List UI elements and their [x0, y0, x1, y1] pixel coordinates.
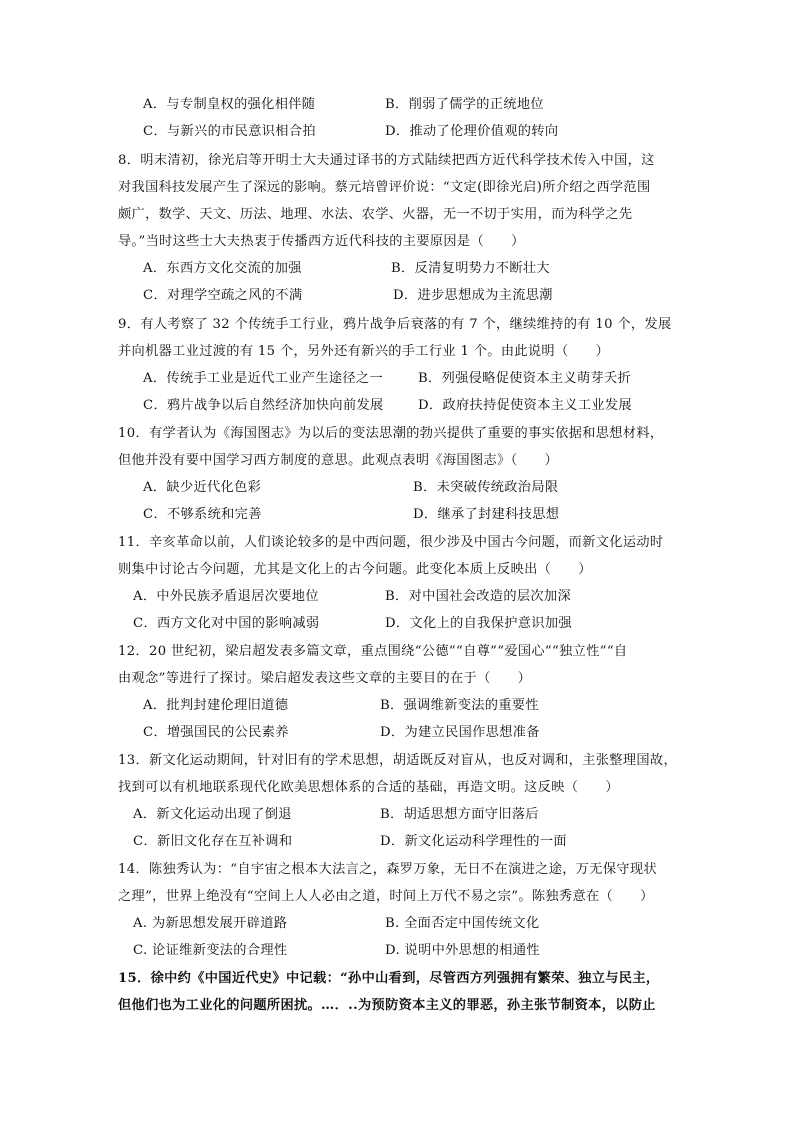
q9-option-a: A．传统手工业是近代工业产生途径之一: [143, 371, 384, 386]
q12-option-d: D．为建立民国作思想准备: [380, 725, 540, 740]
q7-option-c: C．与新兴的市民意识相合拍: [143, 124, 316, 139]
q13-option-a: A．新文化运动出现了倒退: [133, 807, 292, 822]
q11-option-a: A．中外民族矛盾退居次要地位: [133, 589, 319, 604]
q8-option-d: D．进步思想成为主流思潮: [393, 288, 553, 303]
q8-stem-line-1: 8．明末清初，徐光启等开明士大夫通过译书的方式陆续把西方近代科学技术传入中国，这: [118, 153, 655, 168]
q10-option-b: B．未突破传统政治局限: [413, 480, 559, 495]
q9-stem-line-2: 并向机器工业过渡的有 15 个，另外还有新兴的手工行业 1 个。由此说明（ ）: [118, 344, 610, 359]
q15-stem-line-1: 15．徐中约《中国近代史》中记载：“孙中山看到，尽管西方列强拥有繁荣、独立与民主，: [118, 971, 660, 986]
q12-option-c: C．增强国民的公民素养: [143, 725, 289, 740]
q11-option-d: D．文化上的自我保护意识加强: [385, 616, 572, 631]
q8-stem-line-4: 导。”当时这些士大夫热衷于传播西方近代科技的主要原因是（ ）: [118, 234, 525, 249]
q15-stem-line-2: 但他们也为工业化的问题所困扰。…．..为预防资本主义的罪恶，孙主张节制资本，以防止: [118, 998, 656, 1013]
q8-option-b: B．反清复明势力不断壮大: [391, 261, 550, 276]
q10-stem-line-2: 但他并没有要中国学习西方制度的意思。此观点表明《海国图志》（ ）: [118, 453, 559, 468]
q12-option-b: B．强调维新变法的重要性: [380, 698, 539, 713]
q11-stem-line-2: 则集中讨论古今问题，尤其是文化上的古今问题。此变化本质上反映出（ ）: [118, 562, 592, 577]
q13-option-b: B．胡适思想方面守旧落后: [380, 807, 539, 822]
q13-stem-line-2: 找到可以有机地联系现代化欧美思想体系的合适的基础，再造文明。这反映（ ）: [118, 780, 619, 795]
q10-stem-line-1: 10．有学者认为《海国图志》为以后的变法思潮的勃兴提供了重要的事实依据和思想材料，: [118, 426, 664, 441]
q12-stem-line-2: 由观念”等进行了探讨。梁启超发表这些文章的主要目的在于（ ）: [118, 671, 532, 686]
q7-option-a: A．与专制皇权的强化相伴随: [143, 97, 316, 112]
q11-option-b: B．对中国社会改造的层次加深: [385, 589, 572, 604]
q14-stem-line-2: 之理”，世界上绝没有“空间上人人必由之道，时间上万代不易之宗”。陈独秀意在（ ）: [118, 889, 654, 904]
q8-option-c: C．对理学空疏之风的不满: [143, 288, 303, 303]
q14-stem-line-1: 14．陈独秀认为：“自宇宙之根本大法言之，森罗万象，无日不在演进之途，万无保守现状: [118, 862, 657, 877]
q9-option-c: C．鸦片战争以后自然经济加快向前发展: [143, 398, 384, 413]
q12-stem-line-1: 12．20 世纪初，梁启超发表多篇文章，重点围绕“公德”“自尊”“爱国心”“独立性”“自: [118, 644, 628, 659]
q10-option-c: C．不够系统和完善: [143, 507, 262, 522]
q8-stem-line-3: 颇广，数学、天文、历法、地理、水法、农学、火器，无一不切于实用，而为科学之先: [118, 207, 633, 222]
q7-option-b: B．削弱了儒学的正统地位: [385, 97, 544, 112]
q7-option-d: D．推动了伦理价值观的转向: [385, 124, 559, 139]
q13-option-d: D．新文化运动科学理性的一面: [380, 834, 567, 849]
q11-stem-line-1: 11．辛亥革命以前，人们谈论较多的是中西问题，很少涉及中国古今问题，而新文化运动时: [118, 535, 664, 550]
q13-option-c: C．新旧文化存在互补调和: [133, 834, 293, 849]
q14-option-c: C. 论证维新变法的合理性: [133, 943, 288, 958]
q9-stem-line-1: 9．有人考察了 32 个传统手工行业，鸦片战争后衰落的有 7 个，继续维持的有 10 个，发展: [118, 317, 672, 332]
q9-option-b: B．列强侵略促使资本主义萌芽夭折: [418, 371, 632, 386]
q9-option-d: D．政府扶持促使资本主义工业发展: [418, 398, 632, 413]
q8-option-a: A．东西方文化交流的加强: [143, 261, 302, 276]
q14-option-a: A. 为新思想发展开辟道路: [133, 916, 288, 931]
q10-option-d: D．继承了封建科技思想: [413, 507, 560, 522]
q14-option-b: B. 全面否定中国传统文化: [385, 916, 540, 931]
q8-stem-line-2: 对我国科技发展产生了深远的影响。蔡元培曾评价说：“文定(即徐光启)所介绍之西学范围: [118, 180, 651, 195]
q13-stem-line-1: 13．新文化运动期间，针对旧有的学术思想，胡适既反对盲从，也反对调和，主张整理国故，: [118, 753, 677, 768]
q10-option-a: A．缺少近代化色彩: [143, 480, 262, 495]
q14-option-d: D. 说明中外思想的相通性: [385, 943, 540, 958]
q11-option-c: C．西方文化对中国的影响减弱: [133, 616, 320, 631]
q12-option-a: A．批判封建伦理旧道德: [143, 698, 289, 713]
